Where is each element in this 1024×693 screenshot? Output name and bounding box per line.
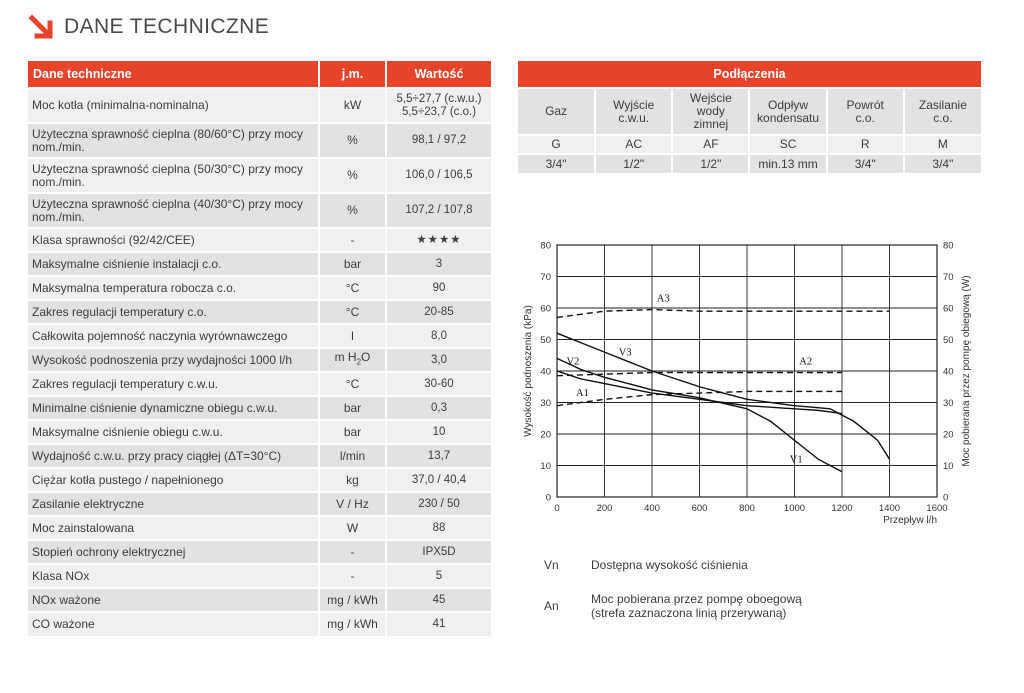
connections-title: Podłączenia bbox=[518, 61, 981, 88]
legend-an bbox=[544, 592, 802, 620]
row-unit: V / Hz bbox=[319, 492, 386, 516]
connections-table bbox=[518, 61, 981, 173]
table-row bbox=[28, 396, 491, 420]
row-unit: % bbox=[319, 158, 386, 193]
connection-size: 3/4" bbox=[827, 154, 904, 173]
row-value: 8,0 bbox=[386, 324, 491, 348]
row-unit: mg / kWh bbox=[319, 588, 386, 612]
series-label-a3: A3 bbox=[656, 293, 670, 305]
series-label-v2: V2 bbox=[566, 356, 580, 368]
y-tick-label-left: 80 bbox=[540, 240, 551, 252]
page-title: DANE TECHNICZNE bbox=[64, 15, 270, 38]
row-value: 30-60 bbox=[386, 372, 491, 396]
y-tick-label-left: 10 bbox=[540, 461, 551, 472]
row-label: NOx ważone bbox=[28, 588, 319, 612]
y-tick-label-left: 20 bbox=[540, 429, 551, 441]
y-tick-label-left: 50 bbox=[540, 335, 551, 346]
y-tick-label-right: 20 bbox=[943, 429, 954, 441]
connection-code: SC bbox=[749, 135, 826, 154]
row-label: CO ważone bbox=[28, 612, 319, 636]
row-label: Użyteczna sprawność cieplna (50/30°C) przy mocy nom./min. bbox=[28, 158, 319, 193]
row-label: Maksymalne ciśnienie obiegu c.w.u. bbox=[28, 420, 319, 444]
unit-text: m H bbox=[334, 350, 357, 365]
table-row bbox=[28, 348, 491, 372]
legend-desc: (strefa zaznaczona linią przerywaną) bbox=[591, 606, 787, 620]
row-value: 90 bbox=[386, 276, 491, 300]
col-header-data: Dane techniczne bbox=[28, 61, 319, 88]
row-unit: bar bbox=[319, 252, 386, 276]
row-unit: - bbox=[319, 564, 386, 588]
row-label: Zakres regulacji temperatury c.w.u. bbox=[28, 372, 319, 396]
page-header bbox=[28, 12, 269, 42]
y-tick-label-left: 0 bbox=[545, 492, 551, 504]
row-unit: % bbox=[319, 123, 386, 158]
row-unit: °C bbox=[319, 276, 386, 300]
y-tick-label-right: 60 bbox=[943, 303, 954, 315]
table-row bbox=[28, 588, 491, 612]
row-label: Minimalne ciśnienie dynamiczne obiegu c.w.u. bbox=[28, 396, 319, 420]
connection-name-line: c.o. bbox=[855, 110, 875, 125]
col-header-value: Wartość bbox=[386, 61, 491, 88]
connection-name-line: Wyjście bbox=[613, 97, 655, 112]
arrow-down-right-icon bbox=[28, 14, 54, 40]
unit-text: O bbox=[361, 350, 371, 365]
legend-desc: Moc pobierana przez pompę oboegową bbox=[591, 592, 802, 606]
table-row bbox=[28, 228, 491, 252]
table-row bbox=[28, 468, 491, 492]
connection-name-line: Odpływ bbox=[768, 97, 809, 112]
series-label-a1: A1 bbox=[576, 388, 589, 400]
y-tick-label-right: 50 bbox=[943, 335, 954, 346]
row-unit: bar bbox=[319, 396, 386, 420]
row-label: Maksymalna temperatura robocza c.o. bbox=[28, 276, 319, 300]
y-tick-label-right: 30 bbox=[943, 398, 954, 409]
row-unit: mg / kWh bbox=[319, 612, 386, 636]
legend-key: An bbox=[544, 599, 559, 613]
connection-size: 3/4" bbox=[904, 154, 981, 173]
x-tick-label: 0 bbox=[554, 503, 560, 514]
connection-name bbox=[749, 88, 826, 135]
table-row bbox=[28, 252, 491, 276]
row-label: Moc kotła (minimalna-nominalna) bbox=[28, 88, 319, 123]
row-label: Wysokość podnoszenia przy wydajności 1000 l/h bbox=[28, 348, 319, 372]
row-label: Użyteczna sprawność cieplna (80/60°C) przy mocy nom./min. bbox=[28, 123, 319, 158]
table-row bbox=[28, 516, 491, 540]
unit-subscript: 2 bbox=[356, 357, 362, 367]
row-value: 5 bbox=[386, 564, 491, 588]
series-label-v3: V3 bbox=[618, 347, 632, 359]
table-row bbox=[28, 276, 491, 300]
row-unit: W bbox=[319, 516, 386, 540]
y-tick-label-left: 60 bbox=[540, 303, 551, 315]
col-header-unit: j.m. bbox=[319, 61, 386, 88]
row-unit: - bbox=[319, 228, 386, 252]
row-value: 3,0 bbox=[386, 348, 491, 372]
row-value: IPX5D bbox=[386, 540, 491, 564]
table-row bbox=[28, 444, 491, 468]
connection-size: 3/4" bbox=[518, 154, 595, 173]
table-row bbox=[28, 492, 491, 516]
row-unit: l bbox=[319, 324, 386, 348]
row-value: 98,1 / 97,2 bbox=[386, 123, 491, 158]
x-axis-title: Przepływ l/h bbox=[883, 515, 937, 526]
efficiency-stars: ★★★★ bbox=[386, 228, 491, 252]
row-value: 107,2 / 107,8 bbox=[386, 193, 491, 228]
row-label: Wydajność c.w.u. przy pracy ciągłej (ΔT=30°C) bbox=[28, 444, 319, 468]
connection-name-line: Wejście bbox=[689, 91, 732, 105]
table-row bbox=[28, 300, 491, 324]
y-axis-title-right: Moc pobierana przez pompę obiegową (W) bbox=[961, 275, 972, 467]
x-tick-label: 1400 bbox=[878, 503, 901, 514]
connection-name bbox=[595, 88, 672, 135]
table-row bbox=[28, 372, 491, 396]
connection-name-line: kondensatu bbox=[757, 110, 820, 125]
row-unit bbox=[319, 348, 386, 372]
y-tick-label-right: 0 bbox=[943, 492, 949, 504]
value-line: 5,5÷23,7 (c.o.) bbox=[401, 105, 477, 118]
row-unit: °C bbox=[319, 372, 386, 396]
row-value: 13,7 bbox=[386, 444, 491, 468]
connection-name bbox=[904, 88, 981, 135]
row-value: 37,0 / 40,4 bbox=[386, 468, 491, 492]
row-unit: kg bbox=[319, 468, 386, 492]
y-tick-label-left: 70 bbox=[540, 272, 551, 283]
connection-name-line: Zasilanie bbox=[918, 97, 967, 112]
table-row bbox=[28, 564, 491, 588]
table-row bbox=[28, 420, 491, 444]
connection-name bbox=[518, 88, 595, 135]
y-tick-label-left: 30 bbox=[540, 398, 551, 409]
legend-desc: Dostępna wysokość ciśnienia bbox=[591, 558, 748, 572]
x-tick-label: 400 bbox=[644, 503, 660, 514]
connection-name-line: Powrót bbox=[846, 97, 884, 112]
row-label: Klasa sprawności (92/42/CEE) bbox=[28, 228, 319, 252]
row-unit: bar bbox=[319, 420, 386, 444]
row-value: 45 bbox=[386, 588, 491, 612]
connection-name-line: c.w.u. bbox=[618, 110, 650, 125]
row-label: Użyteczna sprawność cieplna (40/30°C) przy mocy nom./min. bbox=[28, 193, 319, 228]
pump-curve-chart bbox=[515, 232, 972, 532]
x-tick-label: 1600 bbox=[926, 503, 948, 514]
legend-vn bbox=[544, 558, 748, 572]
connection-size: 1/2" bbox=[672, 154, 749, 173]
row-unit: kW bbox=[319, 88, 386, 123]
y-tick-label-right: 70 bbox=[943, 272, 954, 283]
row-unit: - bbox=[319, 540, 386, 564]
row-value: 41 bbox=[386, 612, 491, 636]
connection-size: min.13 mm bbox=[749, 154, 826, 173]
y-tick-label-right: 40 bbox=[943, 366, 954, 378]
y-tick-label-left: 40 bbox=[540, 366, 551, 378]
y-axis-title-left: Wysokość podnoszenia (kPa) bbox=[523, 305, 534, 437]
row-value: 230 / 50 bbox=[386, 492, 491, 516]
row-label: Zakres regulacji temperatury c.o. bbox=[28, 300, 319, 324]
connection-name-line: zimnej bbox=[693, 117, 729, 131]
row-label: Ciężar kotła pustego / napełnionego bbox=[28, 468, 319, 492]
row-unit: °C bbox=[319, 300, 386, 324]
row-value: 10 bbox=[386, 420, 491, 444]
technical-data-table bbox=[28, 61, 491, 636]
row-value: 106,0 / 106,5 bbox=[386, 158, 491, 193]
connection-code: R bbox=[827, 135, 904, 154]
connection-name bbox=[827, 88, 904, 135]
row-value bbox=[386, 88, 491, 123]
x-tick-label: 1000 bbox=[783, 503, 806, 514]
table-row bbox=[28, 158, 491, 193]
x-tick-label: 200 bbox=[596, 503, 613, 514]
legend-key: Vn bbox=[544, 558, 559, 572]
table-row bbox=[28, 612, 491, 636]
connection-name-line: Gaz bbox=[545, 104, 568, 118]
table-row bbox=[28, 123, 491, 158]
row-value: 20-85 bbox=[386, 300, 491, 324]
value-line: 5,5÷27,7 (c.w.u.) bbox=[396, 92, 482, 105]
row-label: Stopień ochrony elektrycznej bbox=[28, 540, 319, 564]
y-tick-label-right: 80 bbox=[943, 240, 954, 252]
connection-code: AC bbox=[595, 135, 672, 154]
row-value: 3 bbox=[386, 252, 491, 276]
x-tick-label: 600 bbox=[691, 503, 708, 514]
connection-code: M bbox=[904, 135, 981, 154]
table-row bbox=[28, 88, 491, 123]
connection-name-line: c.o. bbox=[933, 110, 953, 125]
table-row bbox=[28, 540, 491, 564]
table-row bbox=[28, 324, 491, 348]
row-label: Klasa NOx bbox=[28, 564, 319, 588]
row-label: Zasilanie elektryczne bbox=[28, 492, 319, 516]
x-tick-label: 800 bbox=[739, 503, 755, 514]
series-label-v1: V1 bbox=[789, 454, 803, 466]
row-value: 0,3 bbox=[386, 396, 491, 420]
connection-code: AF bbox=[672, 135, 749, 154]
y-tick-label-right: 10 bbox=[943, 461, 954, 472]
row-unit: % bbox=[319, 193, 386, 228]
connection-name-line: wody bbox=[696, 104, 725, 118]
connection-code: G bbox=[518, 135, 595, 154]
connection-name bbox=[672, 88, 749, 135]
x-tick-label: 1200 bbox=[831, 503, 853, 514]
row-label: Moc zainstalowana bbox=[28, 516, 319, 540]
row-label: Maksymalne ciśnienie instalacji c.o. bbox=[28, 252, 319, 276]
row-unit: l/min bbox=[319, 444, 386, 468]
row-value: 88 bbox=[386, 516, 491, 540]
connection-size: 1/2" bbox=[595, 154, 672, 173]
row-label: Całkowita pojemność naczynia wyrównawczego bbox=[28, 324, 319, 348]
series-label-a2: A2 bbox=[799, 356, 813, 368]
table-row bbox=[28, 193, 491, 228]
